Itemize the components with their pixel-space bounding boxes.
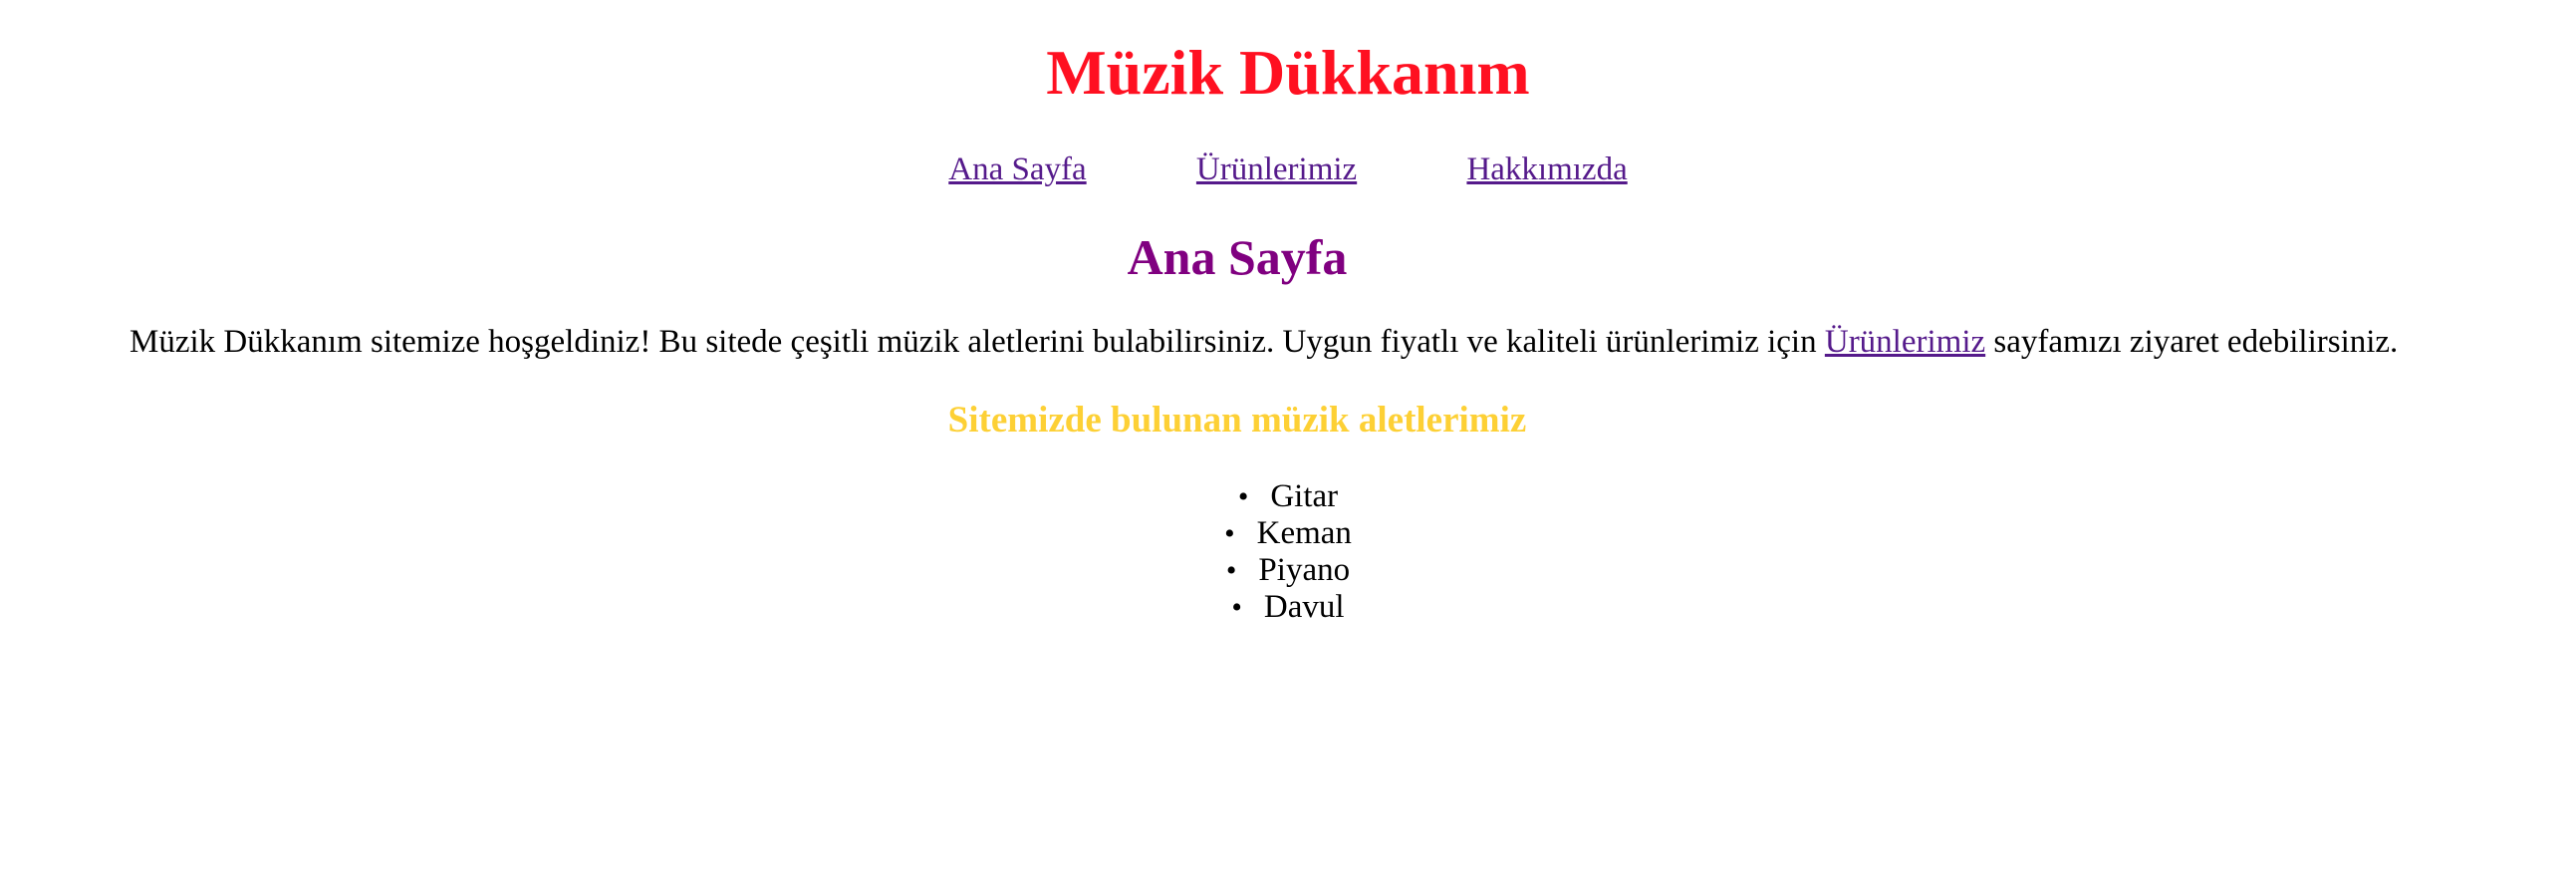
list-item bbox=[0, 515, 2576, 552]
instrument-list bbox=[0, 478, 2576, 626]
site-title: Müzik Dükkanım bbox=[1046, 37, 1530, 108]
intro-products-link[interactable]: Ürünlerimiz bbox=[1824, 324, 1986, 360]
nav-link-ana-sayfa[interactable]: Ana Sayfa bbox=[948, 151, 1087, 187]
instrument-label: Gitar bbox=[1270, 478, 1339, 514]
nav-link-urunlerimiz[interactable]: Ürünlerimiz bbox=[1195, 151, 1358, 187]
intro-text-start: Müzik Dükkanım sitemize hoşgeldiniz! Bu sitede çeşitli müzik aletlerini bulabilirsiniz. Uygun fiyatlı ve kaliteli ürünlerimiz için bbox=[129, 324, 1825, 360]
main-nav bbox=[0, 148, 2576, 191]
bullet-icon: • bbox=[1225, 554, 1237, 587]
list-item bbox=[0, 589, 2576, 626]
page-heading: Ana Sayfa bbox=[1127, 229, 1348, 285]
instrument-label: Piyano bbox=[1258, 552, 1351, 588]
list-item bbox=[0, 552, 2576, 589]
intro-text-end: sayfamızı ziyaret edebilirsiniz. bbox=[1985, 324, 2399, 360]
instrument-label: Keman bbox=[1256, 515, 1352, 551]
bullet-icon: • bbox=[1224, 517, 1235, 550]
intro-paragraph bbox=[129, 320, 2560, 364]
bullet-icon: • bbox=[1231, 591, 1242, 624]
nav-link-hakkimizda[interactable]: Hakkımızda bbox=[1466, 151, 1628, 187]
bullet-icon: • bbox=[1237, 480, 1249, 513]
list-item bbox=[0, 478, 2576, 515]
instruments-heading: Sitemizde bulunan müzik aletlerimiz bbox=[947, 400, 1527, 441]
instrument-label: Davul bbox=[1263, 589, 1345, 625]
